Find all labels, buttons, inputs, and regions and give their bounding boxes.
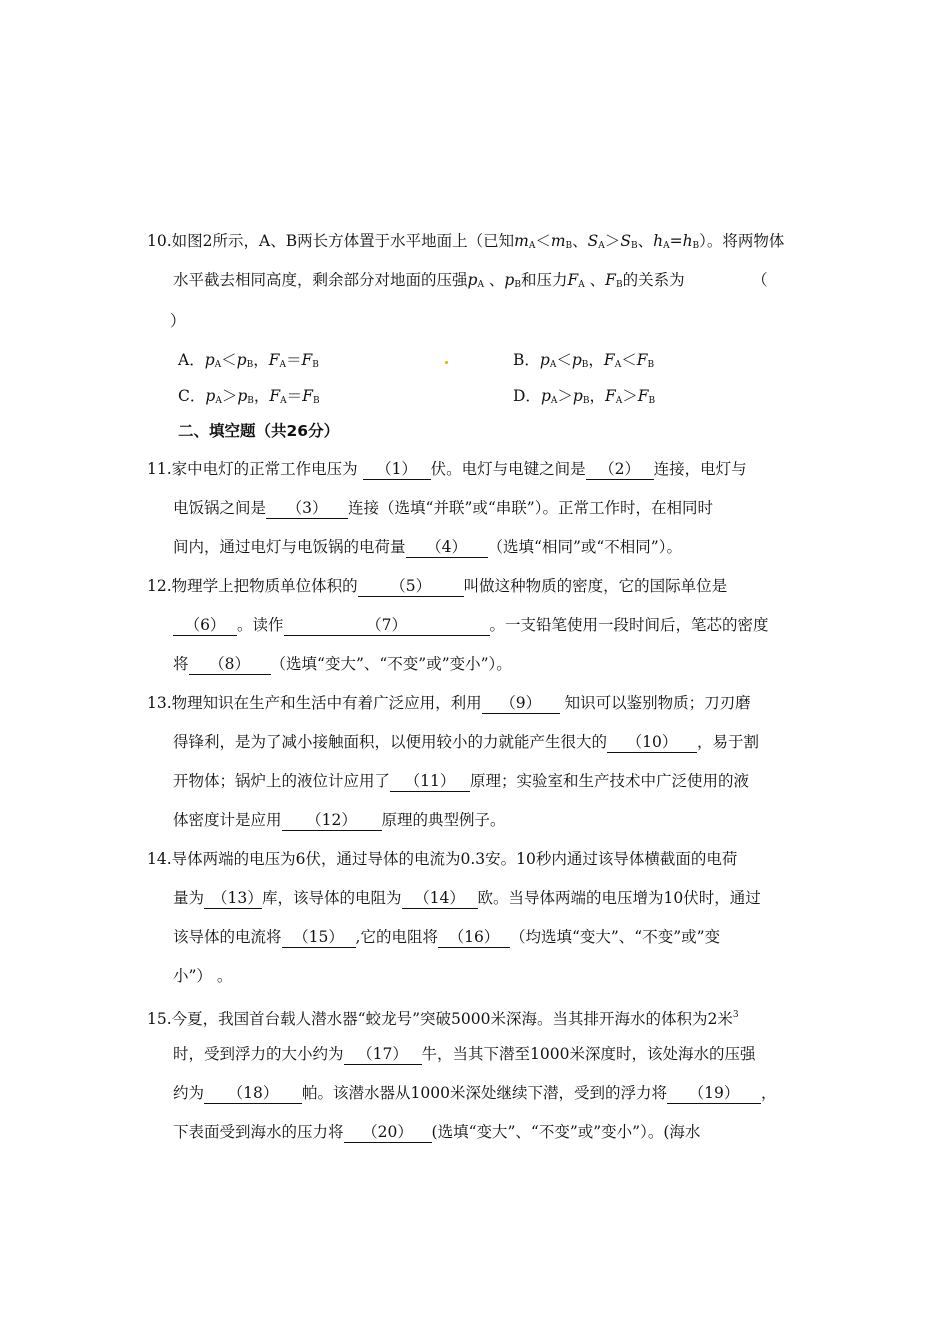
question-number: 14. (147, 850, 172, 868)
subscript: A (214, 360, 222, 370)
blank-5[interactable]: （5） (358, 576, 464, 597)
relation: ＞ (622, 387, 638, 405)
q10-line-2 (173, 269, 685, 296)
blank-12[interactable]: （12） (282, 810, 382, 831)
var-f: F (637, 387, 649, 405)
subscript: B (246, 360, 254, 370)
q14-text: 该导体的电流将 (173, 928, 282, 946)
subscript: A (528, 241, 536, 251)
q14-text: 导体两端的电压为6伏，通过导体的电流为0.3安。10秒内通过该导体横截面的电荷 (171, 850, 738, 868)
q13-text: 原理的典型例子。 (381, 811, 506, 829)
stray-dot (445, 361, 448, 364)
blank-15[interactable]: （15） (282, 927, 356, 948)
q10-line-1 (147, 230, 784, 257)
q12-text: 将 (173, 655, 189, 673)
var-p: p (504, 271, 515, 289)
q13-text: 开物体；锅炉上的液位计应用了 (173, 772, 391, 790)
q15-text: 牛，当其下潜至1000米深度时，该处海水的压强 (421, 1045, 756, 1063)
var-p: p (236, 351, 247, 369)
blank-17[interactable]: （17） (344, 1044, 422, 1065)
q11-text: 间内，通过电灯与电饭锅的电荷量 (173, 538, 406, 556)
section-heading: 二、填空题（共26分） (178, 422, 340, 440)
blank-6[interactable]: （6） (173, 615, 237, 636)
option-b[interactable] (513, 349, 654, 376)
answer-paren-close: ） (170, 312, 186, 330)
q13-text: 得锋利，是为了减小接触面积，以便用较小的力就能产生很大的 (173, 733, 608, 751)
q15-text: 约为 (173, 1084, 205, 1102)
relation: ＜ (535, 232, 551, 250)
var-m: m (514, 232, 529, 250)
separator: 、 (584, 271, 606, 289)
option-d[interactable] (513, 385, 655, 412)
blank-20[interactable]: （20） (344, 1122, 432, 1143)
question-number: 12. (147, 577, 172, 595)
q14-text: 欧。当导体两端的电压增为10伏时，通过 (477, 889, 761, 907)
separator: 、 (637, 232, 654, 250)
var-m: m (550, 232, 566, 250)
q11-text: （选填“相同”或“不相同”）。 (487, 538, 682, 556)
blank-4[interactable]: （4） (406, 537, 488, 558)
q13-text: ，易于割 (697, 733, 760, 751)
q14-line-1 (147, 848, 737, 870)
subscript: B (630, 241, 638, 251)
relation: ＝ (286, 351, 302, 369)
q14-text: 量为 (173, 889, 205, 907)
q13-line-3 (173, 770, 749, 792)
q14-text: ,它的电阻将 (355, 928, 438, 946)
relation: = (669, 232, 683, 250)
q11-line-1 (147, 458, 747, 480)
var-p: p (540, 387, 551, 405)
q11-line-3 (173, 536, 682, 558)
relation: ＜ (556, 351, 572, 369)
q11-text: 连接，电灯与 (653, 460, 747, 478)
separator: ， (253, 351, 269, 369)
q15-text: 时，受到浮力的大小约为 (173, 1045, 344, 1063)
q14-line-3 (173, 926, 720, 948)
subscript: A (615, 396, 623, 406)
q10-text: 和压力 (520, 271, 568, 289)
blank-13[interactable]: （13） (204, 888, 262, 909)
var-p: p (572, 387, 583, 405)
relation: ＜ (221, 351, 237, 369)
q12-line-2 (173, 614, 769, 636)
q14-line-2 (173, 887, 761, 909)
q15-text: 帕。该潜水器从1000米深处继续下潜，受到的浮力将 (302, 1084, 667, 1102)
subscript: A (477, 280, 484, 290)
option-label: A． (178, 351, 205, 369)
q13-text: 体密度计是应用 (173, 811, 282, 829)
q10-text: 如图2所示，A、B两长方体置于水平地面上（已知 (171, 232, 515, 250)
q15-text: 下表面受到海水的压力将 (173, 1123, 344, 1141)
option-a[interactable] (178, 349, 319, 376)
blank-1[interactable]: （1） (363, 459, 431, 480)
subscript: B (615, 280, 623, 290)
q14-text: 库，该导体的电阻为 (262, 889, 402, 907)
question-number: 15. (147, 1010, 172, 1028)
subscript: B (582, 396, 590, 406)
q15-line-2 (173, 1043, 755, 1065)
q11-text: 连接（选填“并联”或“串联”）。正常工作时，在相同时 (348, 499, 713, 517)
var-s: S (587, 232, 599, 250)
q15-line-3 (173, 1082, 776, 1104)
q12-text: 。读作 (237, 616, 284, 634)
var-p: p (571, 351, 582, 369)
superscript: 3 (732, 1010, 739, 1020)
var-f: F (567, 271, 579, 289)
subscript: A (549, 360, 557, 370)
q13-line-2 (173, 731, 759, 753)
q13-text: 知识可以鉴别物质；刀刃磨 (559, 694, 751, 712)
subscript: B (247, 396, 254, 406)
relation: ＝ (286, 387, 303, 405)
q15-text: ， (760, 1084, 777, 1102)
blank-2[interactable]: （2） (586, 459, 654, 480)
q13-line-1 (147, 692, 751, 714)
blank-8[interactable]: （8） (189, 654, 271, 675)
subscript: A (550, 396, 558, 406)
blank-9[interactable]: （9） (482, 693, 560, 714)
subscript: A (280, 396, 287, 406)
q15-text: 今夏，我国首台载人潜水器“蛟龙号”突破5000米深海。当其排开海水的体积为2米 (171, 1010, 733, 1028)
var-p: p (204, 351, 215, 369)
blank-14[interactable]: （14） (402, 888, 478, 909)
blank-3[interactable]: （3） (266, 498, 348, 519)
subscript: B (312, 396, 320, 406)
subscript: A (578, 280, 585, 290)
q11-text: 伏。电灯与电键之间是 (430, 460, 586, 478)
question-number: 10. (147, 232, 172, 250)
var-s: S (620, 232, 631, 250)
subscript: A (598, 241, 605, 251)
q14-text: （均选填“变大”、“不变”或”变 (509, 928, 721, 946)
option-label: D． (513, 387, 541, 405)
subscript: B (565, 241, 573, 251)
var-h: h (653, 232, 664, 250)
subscript: B (514, 280, 521, 290)
option-c[interactable] (178, 385, 320, 412)
relation: ＞ (604, 232, 621, 250)
subscript: B (647, 360, 655, 370)
q12-text: （选填“变大”、“不变”或”变小”）。 (270, 655, 512, 673)
var-p: p (467, 271, 478, 289)
q12-line-1 (147, 575, 727, 597)
q15-line-1 (147, 1004, 739, 1030)
var-f: F (269, 387, 281, 405)
subscript: B (692, 241, 700, 251)
separator: ， (589, 387, 605, 405)
q13-line-4 (173, 809, 506, 831)
blank-18[interactable]: （18） (204, 1083, 302, 1104)
blank-19[interactable]: （19） (667, 1083, 761, 1104)
answer-paren-open: （ (752, 271, 768, 289)
var-f: F (636, 351, 648, 369)
blank-7[interactable]: （7） (284, 615, 490, 636)
var-p: p (237, 387, 248, 405)
q14-line-4: 小”） 。 (173, 967, 233, 985)
subscript: B (648, 396, 656, 406)
relation: ＜ (621, 351, 637, 369)
subscript: B (312, 360, 319, 370)
q12-text: 。一支铅笔使用一段时间后，笔芯的密度 (489, 616, 769, 634)
subscript: A (279, 360, 286, 370)
separator: ， (588, 351, 604, 369)
option-label: B． (513, 351, 540, 369)
blank-11[interactable]: （11） (390, 771, 470, 792)
q11-text: 电饭锅之间是 (173, 499, 267, 517)
q12-text: 物理学上把物质单位体积的 (171, 577, 358, 595)
relation: ＞ (221, 387, 238, 405)
var-p: p (205, 387, 216, 405)
q12-text: 叫做这种物质的密度，它的国际单位是 (463, 577, 728, 595)
separator: 、 (483, 271, 505, 289)
var-f: F (302, 387, 313, 405)
var-f: F (603, 351, 615, 369)
q10-text: ）。将两物体 (699, 232, 785, 250)
q12-line-3 (173, 653, 512, 675)
q15-line-4 (173, 1121, 700, 1143)
question-number: 13. (147, 694, 172, 712)
separator: ， (253, 387, 270, 405)
q13-text: 原理；实验室和生产技术中广泛使用的液 (470, 772, 750, 790)
subscript: A (215, 396, 222, 406)
var-h: h (682, 232, 693, 250)
q10-text: 的关系为 (622, 271, 685, 289)
q10-text: 水平截去相同高度，剩余部分对地面的压强 (173, 271, 468, 289)
blank-10[interactable]: （10） (607, 732, 697, 753)
subscript: A (614, 360, 622, 370)
subscript: A (663, 241, 670, 251)
relation: ＞ (557, 387, 573, 405)
blank-16[interactable]: （16） (438, 927, 510, 948)
q15-text: (选填“变大”、“不变”或”变小”）。(海水 (431, 1123, 701, 1141)
var-f: F (604, 387, 616, 405)
var-f: F (301, 351, 313, 369)
q13-text: 物理知识在生产和生活中有着广泛应用，利用 (171, 694, 482, 712)
question-number: 11. (147, 460, 172, 478)
q11-line-2 (173, 497, 713, 519)
option-label: C． (178, 387, 206, 405)
subscript: B (581, 360, 589, 370)
q11-text: 家中电灯的正常工作电压为 (171, 460, 363, 478)
var-p: p (539, 351, 550, 369)
var-f: F (605, 271, 616, 289)
separator: 、 (572, 232, 588, 250)
var-f: F (268, 351, 280, 369)
